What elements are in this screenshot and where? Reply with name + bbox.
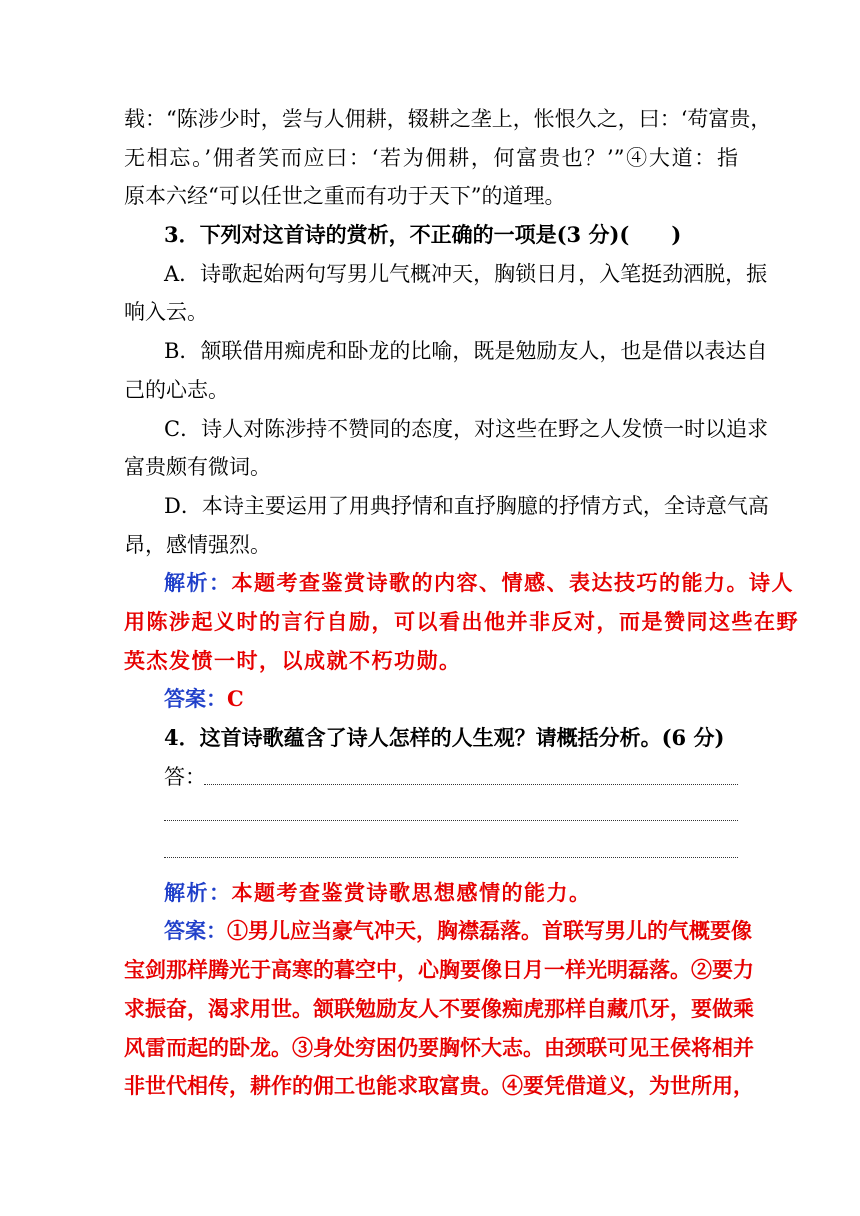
note-line: 无相忘。’佣者笑而应曰：‘若为佣耕，何富贵也？’”④大道：指	[124, 145, 738, 170]
q3-answer	[124, 680, 738, 719]
q4-analysis-line	[124, 874, 738, 913]
answer-dotted-line[interactable]	[204, 784, 738, 785]
analysis-label: 解析：	[164, 570, 232, 596]
answer-prompt: 答：	[164, 764, 206, 789]
answer-label: 答案：	[164, 686, 227, 712]
option-d-line: D．本诗主要运用了用典抒情和直抒胸臆的抒情方式，全诗意气高	[164, 493, 769, 518]
option-c-line: C．诗人对陈涉持不赞同的态度，对这些在野之人发愤一时以追求	[164, 416, 769, 441]
option-a-line: 响入云。	[124, 300, 208, 325]
question-3-stem	[124, 216, 738, 255]
document-page	[124, 100, 799, 1106]
option-b-line: 己的心志。	[124, 377, 229, 402]
q3-analysis-text: 本题考查鉴赏诗歌的内容、情感、表达技巧的能力。诗人	[231, 570, 794, 596]
question-4-stem	[124, 719, 738, 758]
answer-label: 答案：	[164, 918, 227, 944]
option-a-line: A．诗歌起始两句写男儿气概冲天，胸锁日月，入笔挺劲洒脱，振	[164, 261, 768, 286]
note-line: 原本六经“可以任世之重而有功于天下”的道理。	[124, 184, 566, 209]
q4-answer-line: 求振奋，渴求用世。颔联勉励友人不要像痴虎那样自藏爪牙，要做乘	[124, 995, 754, 1021]
q3-analysis-line: 用陈涉起义时的言行自励，可以看出他并非反对，而是赞同这些在野	[124, 608, 799, 634]
q4-answer-text: ①男儿应当豪气冲天，胸襟磊落。首联写男儿的气概要像	[227, 918, 752, 944]
answer-blank-line	[124, 758, 738, 797]
option-b-line: B．颔联借用痴虎和卧龙的比喻，既是勉励友人，也是借以表达自	[164, 339, 768, 364]
question-3-text: 3．下列对这首诗的赏析，不正确的一项是(3 分)( )	[164, 222, 682, 248]
q4-analysis-text: 本题考查鉴赏诗歌思想感情的能力。	[231, 879, 592, 905]
answer-dotted-line[interactable]	[164, 820, 738, 821]
option-c-line: 富贵颇有微词。	[124, 455, 271, 480]
note-line: 载：“陈涉少时，尝与人佣耕，辍耕之垄上，怅恨久之，曰：‘苟富贵，	[124, 107, 772, 131]
answer-dotted-line[interactable]	[164, 857, 738, 858]
question-4-text: 4．这首诗歌蕴含了诗人怎样的人生观？请概括分析。(6 分)	[164, 725, 725, 750]
q3-analysis-line	[124, 564, 794, 603]
q4-answer-line: 风雷而起的卧龙。③身处穷困仍要胸怀大志。由颈联可见王侯将相并	[124, 1034, 754, 1060]
q4-answer-line: 宝剑那样腾光于高寒的暮空中，心胸要像日月一样光明磊落。②要力	[124, 957, 754, 983]
q4-answer-line	[124, 912, 752, 951]
analysis-label: 解析：	[164, 879, 232, 905]
option-d-line: 昂，感情强烈。	[124, 532, 271, 557]
q3-analysis-line: 英杰发愤一时，以成就不朽功勋。	[124, 647, 462, 673]
q4-answer-line: 非世代相传，耕作的佣工也能求取富贵。④要凭借道义，为世所用，	[124, 1073, 754, 1099]
q3-answer-value: C	[227, 686, 244, 712]
answer-blank-line	[124, 796, 738, 835]
answer-blank-line	[124, 835, 738, 874]
